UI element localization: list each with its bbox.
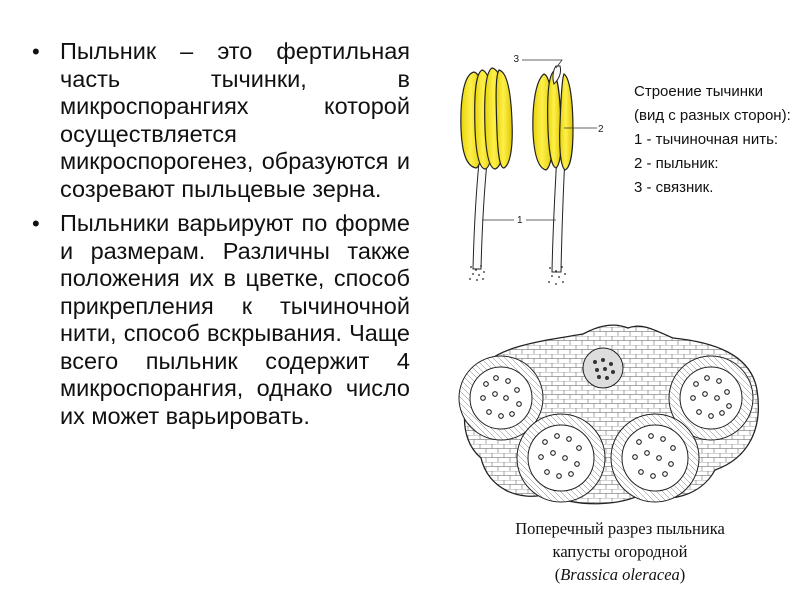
stamen-illustration: [452, 44, 617, 294]
microsporangium-bottom-left: [517, 414, 605, 502]
cross-section-caption-latin: (Brassica oleracea): [554, 565, 686, 584]
anther-cross-section-illustration: [453, 318, 763, 508]
stamen-caption-item-2: 2 - пыльник:: [634, 155, 719, 172]
vascular-bundle: [583, 348, 623, 388]
connective-right: [553, 66, 561, 84]
cross-section-caption: [470, 517, 770, 586]
stamen-caption-title: Строение тычинки (вид с разных сторон):: [634, 83, 791, 124]
cross-section-caption-line-1: Поперечный разрез пыльника: [515, 519, 725, 538]
filament-left: [473, 162, 487, 269]
bullet-text: Пыльник – это фертильная часть тычинки, в микроспорангиях которой осуществляется микроспорогенез, образуются и созревают пыльцевые зерна.: [60, 38, 410, 202]
bullet-text: Пыльники варьируют по форме и размерам. Различны также положения их в цветке, способ прикрепления к тычиночной нити, способ вскрывания. Чаще всего пыльник содержит 4 микроспорангия, однако число их может варьировать.: [60, 210, 410, 429]
label-filament: 1: [517, 215, 523, 226]
stamen-caption-item-1: 1 - тычиночная нить:: [634, 131, 779, 148]
stamen-caption: [634, 80, 794, 200]
anther-right: [533, 72, 573, 170]
anther-left: [461, 68, 512, 169]
bullet-dot-icon: •: [32, 211, 40, 236]
bullet-list: [30, 38, 410, 437]
microsporangium-bottom-right: [611, 414, 699, 502]
bullet-item: [30, 38, 410, 203]
label-connective: 3: [513, 54, 519, 65]
latin-species-name: Brassica oleracea: [560, 565, 680, 584]
cross-section-caption-line-2: капусты огородной: [552, 542, 688, 561]
bullet-item: [30, 210, 410, 430]
bullet-dot-icon: •: [32, 39, 40, 64]
stamen-caption-item-3: 3 - связник.: [634, 179, 714, 196]
label-anther: 2: [598, 124, 604, 135]
